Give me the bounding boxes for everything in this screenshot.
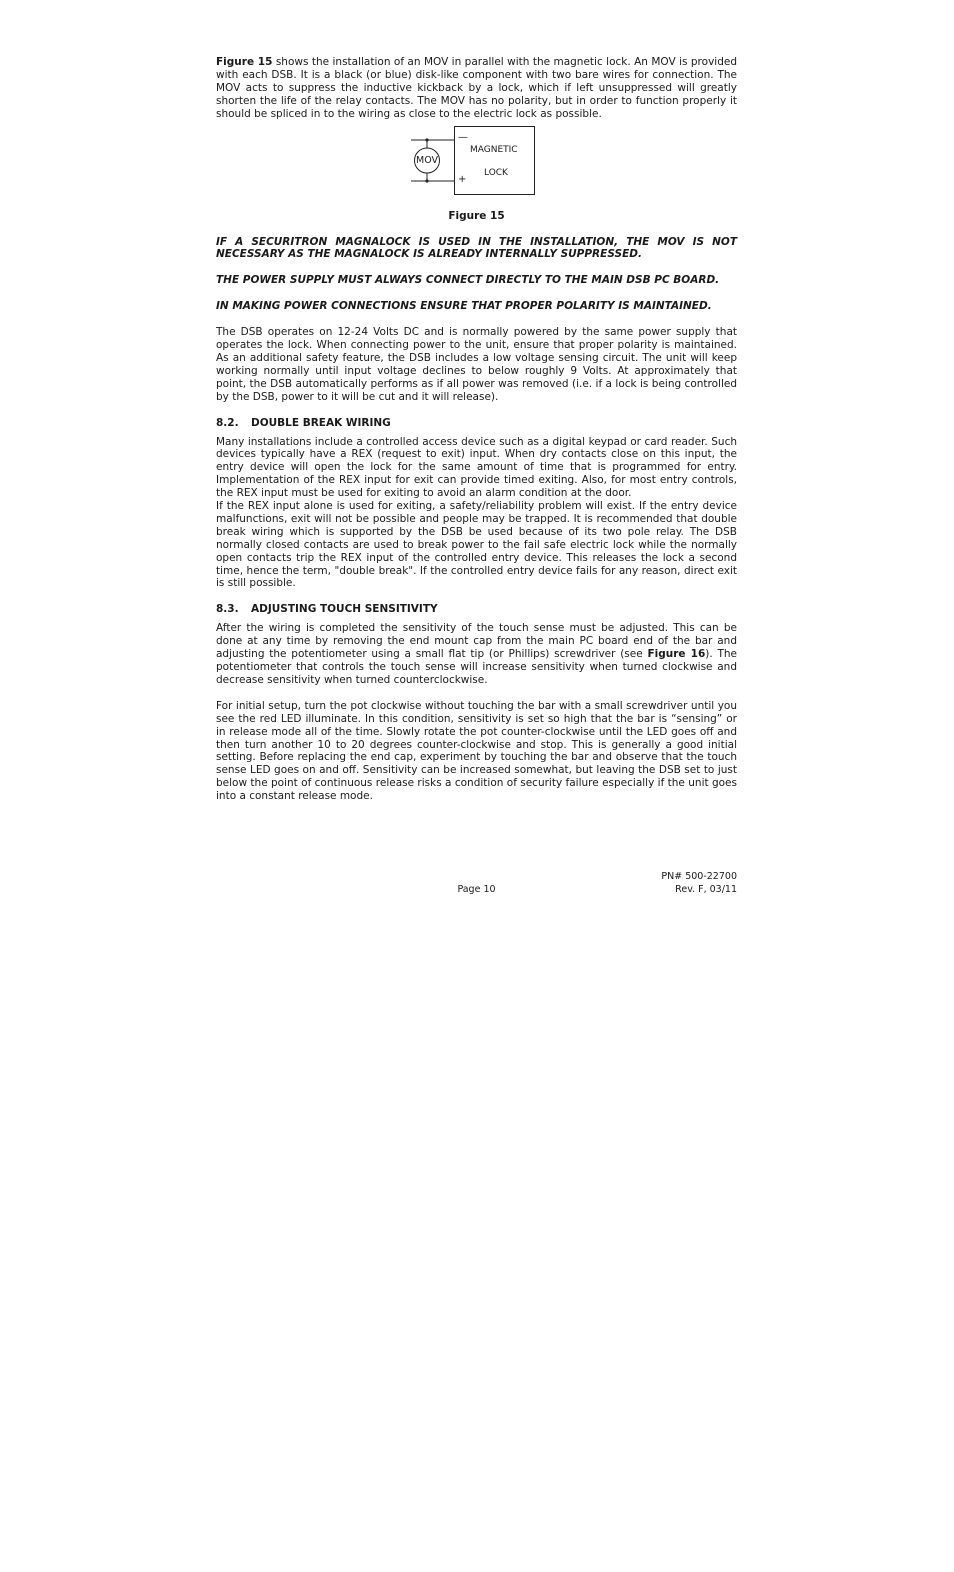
power-paragraph: The DSB operates on 12-24 Volts DC and is normally powered by the same power supply that operates the lock. When connecting power to the unit, ensure that proper polarity is maintained. As an additional safety feature, the DSB includes a low voltage sensing circuit. The unit will keep working normally until input voltage declines to below roughly 9 Volts. At approximately that point, the DSB automatically performs as if all power was removed (i.e. if a lock is being controlled by the DSB, power to it will be cut and it will release). (216, 326, 737, 403)
plus-terminal-label: + (458, 173, 467, 185)
part-number: PN# 500-22700 (661, 871, 737, 882)
intro-text: shows the installation of an MOV in parallel with the magnetic lock. An MOV is provided with each DSB. It is a black (or blue) disk-like component with two bare wires for connection. The MOV acts to suppress the inductive kickback by a lock, which if left unsuppressed will greatly shorten the life of the relay contacts. The MOV has no polarity, but in order to function properly it should be spliced in to the wiring as close to the electric lock as possible. (216, 56, 737, 120)
minus-terminal-label: — (458, 131, 468, 143)
section-8-3-paragraph-2: For initial setup, turn the pot clockwise without touching the bar with a small screwdriver until you see the red LED illuminate. In this condition, sensitivity is set so high that the bar is “sensing” or in release mode all of the time. Slowly rotate the pot counter-clockwise until the LED goes off and then turn another 10 to 20 degrees counter-clockwise and stop. This is generally a good initial setting. Before replacing the end cap, experiment by touching the bar and observe that the touch sense LED goes on and off. Sensitivity can be increased somewhat, but leaving the DSB set to just below the point of continuous release risks a condition of security failure especially if the unit goes into a constant release mode. (216, 699, 737, 803)
section-8-2-paragraph-2: If the REX input alone is used for exiting, a safety/reliability problem will exist. If the entry device malfunctions, exit will not be possible and people may be trapped. It is recommended that double break wiring which is supported by the DSB be used because of its two pole relay. The DSB normally closed contacts are used to break power to the fail safe electric lock while the normally open contacts trip the REX input of the controlled entry device. This releases the lock a second time, hence the term, "double break". If the controlled entry device fails for any reason, direct exit is still possible. (216, 500, 737, 590)
section-8-3-title: ADJUSTING TOUCH SENSITIVITY (251, 603, 438, 616)
mov-label: MOV (416, 154, 439, 166)
figure-15-reference: Figure 15 (216, 56, 273, 68)
section-8-2-paragraph-1: Many installations include a controlled access device such as a digital keypad or card reader. Such devices typically have a REX (request to exit) input. When dry contacts close on this input, the entry device will open the lock for the same amount of time that is programmed for entry. Implementation of the REX input for exit can provide timed exiting. Also, for most entry controls, the REX input must be used for exiting to avoid an alarm condition at the door. (216, 435, 737, 500)
warning-power-supply: THE POWER SUPPLY MUST ALWAYS CONNECT DIRECTLY TO THE MAIN DSB PC BOARD. (216, 274, 720, 287)
warning-polarity: IN MAKING POWER CONNECTIONS ENSURE THAT PROPER POLARITY IS MAINTAINED. (216, 300, 712, 313)
lock-label: LOCK (484, 167, 508, 178)
section-8-3-number: 8.3. (216, 603, 239, 616)
section-8-3-heading (216, 603, 737, 616)
page-number: Page 10 (457, 883, 496, 895)
figure-16-reference: Figure 16 (647, 648, 706, 661)
revision: Rev. F, 03/11 (675, 883, 737, 895)
junction-top (425, 138, 428, 141)
warning-magnalock: IF A SECURITRON MAGNALOCK IS USED IN THE INSTALLATION, THE MOV IS NOT NECESSARY AS THE MAGNALOCK IS ALREADY INTERNALLY SUPPRESSED. (216, 235, 737, 261)
section-8-3-paragraph-1 (216, 622, 737, 687)
figure-15-diagram (216, 126, 737, 202)
mov-wiring-diagram (216, 126, 737, 202)
section-8-2-number: 8.2. (216, 416, 239, 429)
section-8-3-p1-start: After the wiring is completed the sensitivity of the touch sense must be adjusted. This can be done at any time by removing the end mount cap from the main PC board end of the bar and adjusting the potentiometer using a small flat tip (or Phillips) screwdriver (see (216, 622, 737, 661)
page-footer (216, 871, 737, 901)
section-8-2-heading (216, 417, 737, 430)
section-8-3-p1-end: ). The potentiometer that controls the touch sense will increase sensitivity when turned clockwise and decrease sensitivity when turned counterclockwise. (216, 648, 737, 686)
document-page (216, 56, 737, 803)
junction-bottom (425, 179, 428, 182)
figure-15-caption: Figure 15 (448, 209, 505, 222)
magnetic-label: MAGNETIC (470, 144, 518, 155)
intro-paragraph (216, 56, 737, 121)
section-8-2-title: DOUBLE BREAK WIRING (251, 416, 391, 429)
